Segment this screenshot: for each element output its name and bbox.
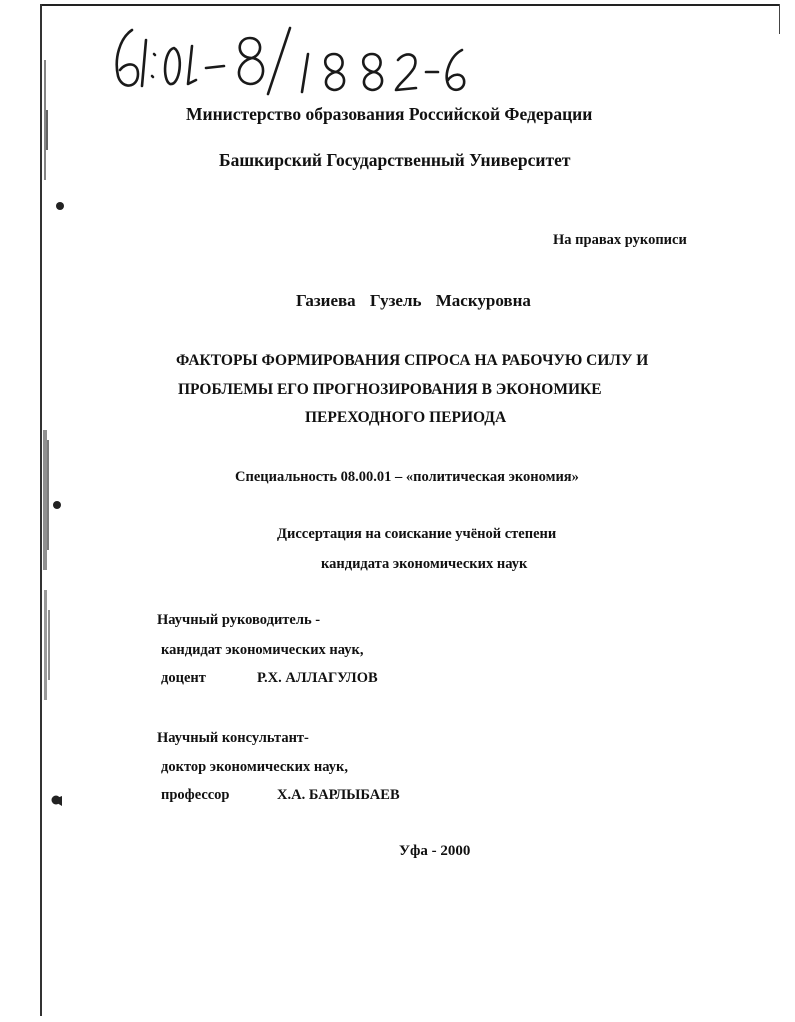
- ministry-heading: Министерство образования Российской Федерации: [186, 104, 593, 124]
- consultant-name: Х.А. БАРЛЫБАЕВ: [277, 787, 400, 803]
- supervisor-degree: кандидат экономических наук,: [161, 642, 364, 658]
- author-name: Газиева Гузель Маскуровна: [296, 291, 531, 310]
- dissertation-title-line-1: ФАКТОРЫ ФОРМИРОВАНИЯ СПРОСА НА РАБОЧУЮ СИЛУ И: [176, 352, 649, 369]
- supervisor-name: Р.Х. АЛЛАГУЛОВ: [257, 670, 378, 686]
- supervisor-role: Научный руководитель -: [157, 612, 321, 628]
- degree-statement-line-1: Диссертация на соискание учёной степени: [277, 526, 557, 542]
- consultant-title: профессор: [161, 787, 230, 803]
- manuscript-rights-note: На правах рукописи: [553, 232, 687, 248]
- supervisor-title: доцент: [161, 670, 206, 686]
- dissertation-title-line-2: ПРОБЛЕМЫ ЕГО ПРОГНОЗИРОВАНИЯ В ЭКОНОМИКЕ: [178, 381, 602, 398]
- specialty-line: Специальность 08.00.01 – «политическая экономия»: [235, 469, 579, 485]
- consultant-degree: доктор экономических наук,: [161, 759, 348, 775]
- university-heading: Башкирский Государственный Университет: [219, 150, 571, 170]
- city-year: Уфа - 2000: [399, 843, 471, 859]
- degree-statement-line-2: кандидата экономических наук: [321, 556, 528, 572]
- consultant-role: Научный консультант-: [157, 730, 309, 746]
- dissertation-title-line-3: ПЕРЕХОДНОГО ПЕРИОДА: [305, 409, 507, 426]
- binding-marks: [43, 60, 64, 806]
- handwritten-archive-number: [108, 18, 488, 98]
